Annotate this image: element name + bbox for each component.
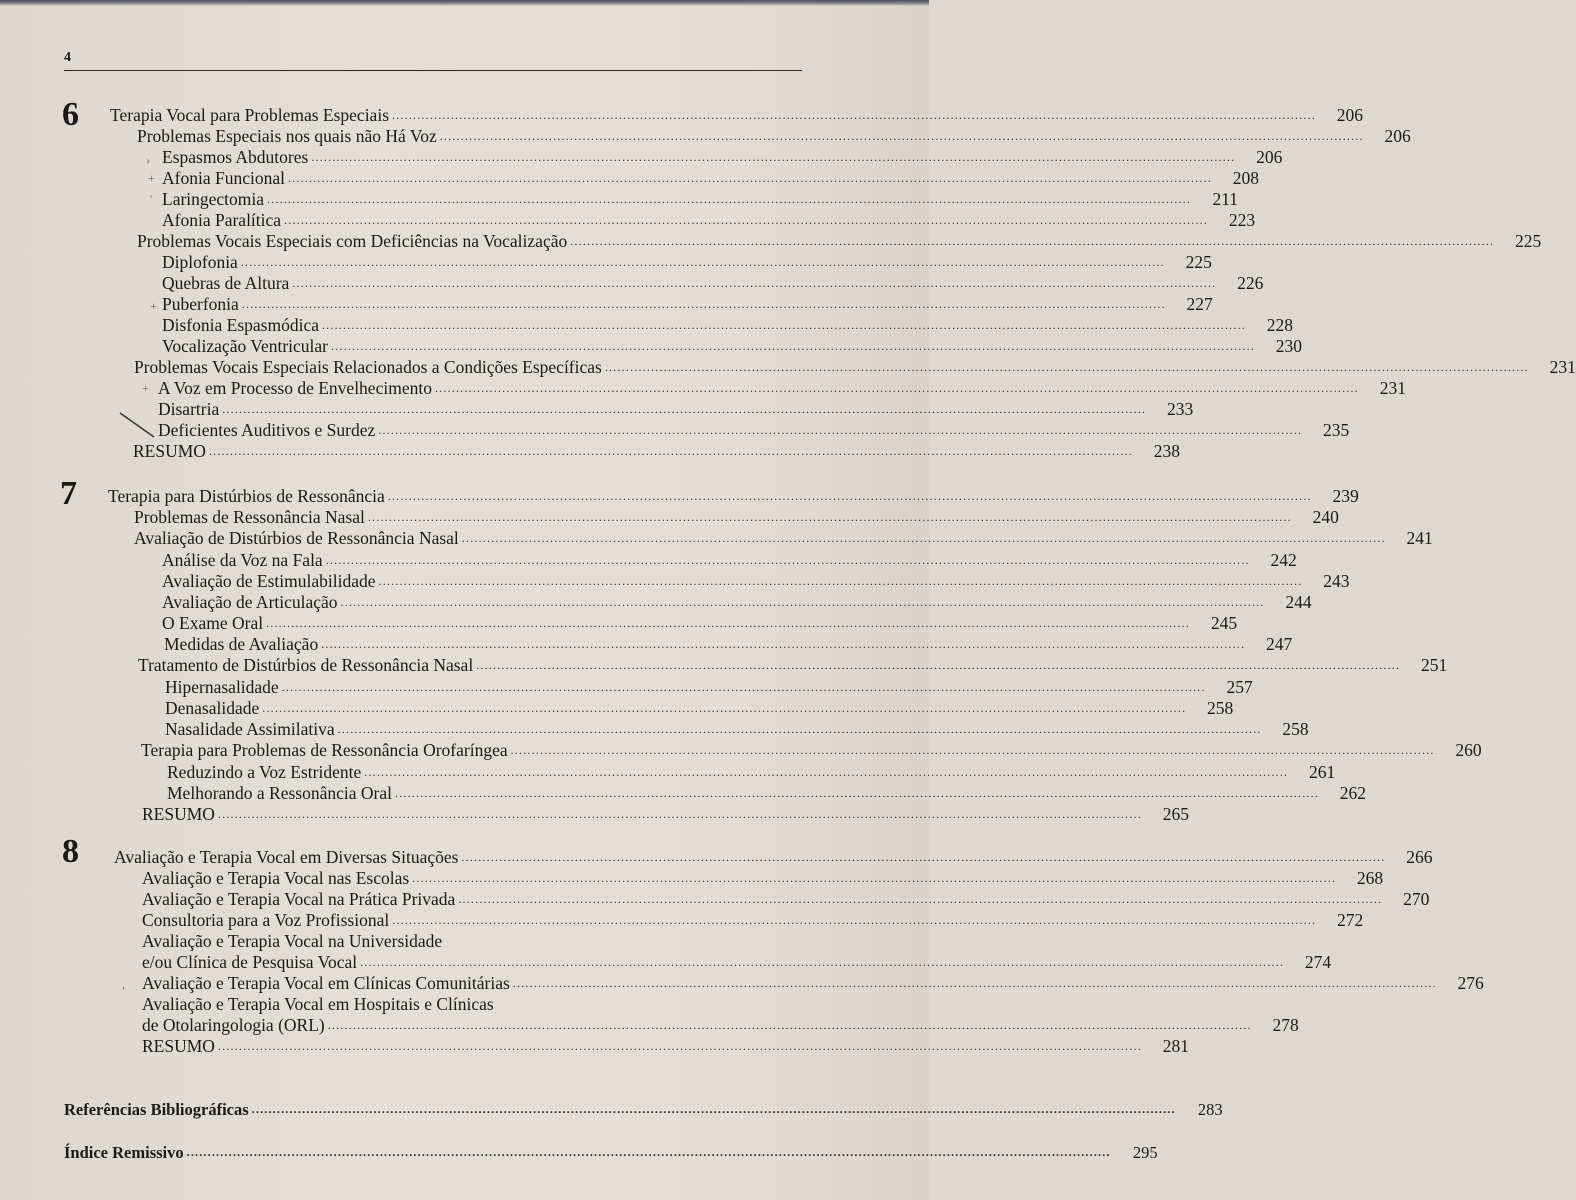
toc-entry-page: 226	[1237, 273, 1264, 293]
toc-entry	[114, 847, 1433, 868]
dot-leader: ............................................................................................................................................................................................................................	[321, 318, 1246, 332]
toc-entry-page: 261	[1309, 762, 1336, 782]
toc-entry-page: 281	[1162, 1036, 1189, 1056]
dot-leader: ............................................................................................................................................................................................................................	[510, 743, 1435, 757]
toc-entry-title: Problemas Vocais Especiais com Deficiências na Vocalização	[137, 231, 568, 251]
toc-entry	[142, 804, 1189, 825]
toc-entry	[162, 252, 1212, 273]
toc-entry-page: 206	[1256, 147, 1283, 167]
toc-entry-page: 231	[1379, 378, 1406, 398]
toc-entry-page: 270	[1403, 889, 1430, 909]
toc-entry-page: 243	[1323, 571, 1350, 591]
toc-entry-page: 228	[1266, 315, 1293, 335]
toc-entry	[138, 655, 1448, 676]
toc-entry-title: Melhorando a Ressonância Oral	[167, 783, 392, 803]
dot-leader: ............................................................................................................................................................................................................................	[337, 722, 1262, 736]
toc-entry-title: de Otolaringologia (ORL)	[142, 1015, 325, 1035]
toc-entry-title: Problemas Vocais Especiais Relacionados a Condições Específicas	[134, 357, 602, 377]
toc-entry-page: 251	[1420, 655, 1448, 675]
toc-entry-title: Tratamento de Distúrbios de Ressonância Nasal	[138, 655, 474, 675]
toc-entry-title: Terapia para Distúrbios de Ressonância	[108, 486, 385, 506]
dot-leader: ............................................................................................................................................................................................................................	[360, 955, 1285, 969]
toc-entry-page: 231	[1549, 357, 1576, 377]
toc-entry-title: Avaliação e Terapia Vocal nas Escolas	[142, 868, 410, 888]
dot-leader: ............................................................................................................................................................................................................................	[461, 850, 1386, 864]
toc-entry-title: Avaliação de Articulação	[162, 592, 338, 612]
toc-entry-page: 225	[1514, 231, 1542, 251]
pen-stroke	[118, 410, 158, 440]
dot-leader: ............................................................................................................................................................................................................................	[251, 1102, 1176, 1116]
toc-entry-page: 233	[1166, 399, 1194, 419]
toc-entry	[134, 357, 1576, 378]
toc-entry-title: RESUMO	[133, 441, 206, 461]
toc-entry-title: Problemas Especiais nos quais não Há Voz	[137, 126, 437, 146]
toc-entry	[142, 952, 1332, 973]
pen-mark: +	[142, 381, 149, 395]
dot-leader: ............................................................................................................................................................................................................................	[458, 892, 1383, 906]
toc-entry-title: Avaliação e Terapia Vocal na Universidade	[142, 931, 443, 951]
dot-leader: ............................................................................................................................................................................................................................	[395, 786, 1319, 800]
dot-leader: ............................................................................................................................................................................................................................	[241, 297, 1166, 311]
dot-leader: ............................................................................................................................................................................................................................	[392, 108, 1317, 122]
dot-leader: ............................................................................................................................................................................................................................	[222, 402, 1147, 416]
toc-entry	[142, 1036, 1189, 1057]
toc-entry	[167, 783, 1366, 804]
toc-entry-page: 262	[1339, 783, 1366, 803]
chapter-number: 8	[62, 833, 79, 870]
dot-leader: ............................................................................................................................................................................................................................	[512, 976, 1437, 990]
toc-entry-page: 223	[1228, 210, 1256, 230]
toc-entry	[162, 210, 1256, 231]
dot-leader: ............................................................................................................................................................................................................................	[287, 171, 1212, 185]
toc-entry-page: 283	[1197, 1100, 1223, 1119]
dot-leader: ............................................................................................................................................................................................................................	[281, 680, 1206, 694]
toc-entry	[162, 550, 1297, 571]
toc-entry-page: 276	[1457, 973, 1484, 993]
toc-entry-title: Análise da Voz na Fala	[162, 550, 323, 570]
toc-entry	[165, 719, 1309, 740]
toc-entry-title: Avaliação de Distúrbios de Ressonância Nasal	[134, 528, 459, 548]
toc-entry-page: 272	[1337, 910, 1364, 930]
toc-entry	[162, 571, 1350, 592]
toc-entry-page: 274	[1304, 952, 1332, 972]
dot-leader: ............................................................................................................................................................................................................................	[327, 1018, 1252, 1032]
pen-mark: '	[150, 192, 153, 206]
toc-entry	[137, 126, 1411, 147]
toc-entry-title: Terapia Vocal para Problemas Especiais	[110, 105, 390, 125]
header-rule	[64, 70, 802, 71]
toc-entry-index	[64, 1142, 1158, 1163]
dot-leader: ............................................................................................................................................................................................................................	[186, 1145, 1111, 1159]
toc-entry-page: 257	[1226, 677, 1253, 697]
toc-entry-title: Medidas de Avaliação	[164, 634, 319, 654]
toc-entry-title: e/ou Clínica de Pesquisa Vocal	[142, 952, 358, 972]
toc-entry-title: O Exame Oral	[162, 613, 264, 633]
toc-entry-page: 242	[1270, 550, 1297, 570]
toc-entry-page: 247	[1265, 634, 1293, 654]
toc-entry-page: 211	[1212, 189, 1239, 209]
toc-entry-title: Espasmos Abdutores	[162, 147, 309, 167]
toc-entry	[162, 336, 1303, 357]
dot-leader: ............................................................................................................................................................................................................................	[378, 423, 1303, 437]
toc-entry	[167, 762, 1336, 783]
toc-entry	[165, 698, 1234, 719]
toc-entry-title: Denasalidade	[165, 698, 260, 718]
pen-mark: ›	[146, 153, 150, 167]
dot-leader: ............................................................................................................................................................................................................................	[217, 807, 1142, 821]
toc-entry	[141, 740, 1482, 761]
toc-entry-title: Avaliação e Terapia Vocal em Diversas Situações	[114, 847, 459, 867]
dot-leader: ............................................................................................................................................................................................................................	[476, 658, 1401, 672]
dot-leader: ............................................................................................................................................................................................................................	[367, 510, 1292, 524]
toc-entry-title: Problemas de Ressonância Nasal	[134, 507, 365, 527]
toc-entry-page: 230	[1275, 336, 1303, 356]
dot-leader: ............................................................................................................................................................................................................................	[325, 553, 1250, 567]
toc-entry	[162, 168, 1259, 189]
toc-entry-references	[64, 1099, 1223, 1120]
toc-entry-page: 240	[1312, 507, 1339, 527]
dot-leader: ............................................................................................................................................................................................................................	[311, 150, 1236, 164]
toc-entry	[162, 592, 1312, 613]
toc-entry-title: Afonia Paralítica	[162, 210, 282, 230]
toc-entry	[142, 1015, 1299, 1036]
toc-entry-page: 295	[1132, 1143, 1158, 1162]
chapter-number: 6	[62, 96, 79, 133]
toc-entry-page: 265	[1162, 804, 1189, 824]
dot-leader: ............................................................................................................................................................................................................................	[266, 616, 1191, 630]
dot-leader: ............................................................................................................................................................................................................................	[217, 1039, 1142, 1053]
toc-entry-title: Vocalização Ventricular	[162, 336, 329, 356]
toc-entry	[162, 613, 1238, 634]
toc-entry	[162, 315, 1293, 336]
toc-entry	[162, 273, 1264, 294]
dot-leader: ............................................................................................................................................................................................................................	[240, 255, 1165, 269]
pen-mark: +	[148, 171, 155, 185]
dot-leader: ............................................................................................................................................................................................................................	[262, 701, 1187, 715]
toc-entry	[110, 105, 1364, 126]
dot-leader: ............................................................................................................................................................................................................................	[439, 129, 1364, 143]
toc-entry-title: Consultoria para a Voz Profissional	[142, 910, 390, 930]
toc-entry-page: 208	[1232, 168, 1259, 188]
toc-entry-title: Laringectomia	[162, 189, 265, 209]
toc-entry-page: 266	[1406, 847, 1433, 867]
toc-entry-page: 206	[1336, 105, 1364, 125]
pen-mark: ,	[122, 977, 125, 991]
toc-entry	[142, 889, 1430, 910]
page-top-edge	[0, 0, 929, 6]
dot-leader: ............................................................................................................................................................................................................................	[267, 192, 1192, 206]
dot-leader: ............................................................................................................................................................................................................................	[208, 444, 1133, 458]
dot-leader: ............................................................................................................................................................................................................................	[364, 765, 1289, 779]
toc-entry-page: 258	[1207, 698, 1234, 718]
toc-entry	[133, 441, 1180, 462]
toc-entry-title: Puberfonia	[162, 294, 239, 314]
dot-leader: ............................................................................................................................................................................................................................	[340, 595, 1265, 609]
pen-mark: +	[150, 299, 157, 313]
toc-entry	[158, 399, 1194, 420]
toc-entry-title: Diplofonia	[162, 252, 238, 272]
toc-entry-page: 227	[1186, 294, 1213, 314]
toc-entry	[165, 677, 1253, 698]
toc-entry-page: 268	[1356, 868, 1384, 888]
chapter-number: 7	[60, 475, 77, 512]
toc-entry-title: A Voz em Processo de Envelhecimento	[158, 378, 432, 398]
dot-leader: ............................................................................................................................................................................................................................	[461, 531, 1386, 545]
toc-entry-title: Avaliação de Estimulabilidade	[162, 571, 376, 591]
toc-entry	[162, 189, 1239, 210]
toc-entry-title: Quebras de Altura	[162, 273, 290, 293]
toc-entry	[134, 528, 1433, 549]
page-number: 4	[64, 50, 71, 65]
toc-entry-title: RESUMO	[142, 804, 215, 824]
dot-leader: ............................................................................................................................................................................................................................	[321, 637, 1246, 651]
toc-entry-page: 239	[1332, 486, 1359, 506]
toc-entry-title: Reduzindo a Voz Estridente	[167, 762, 362, 782]
toc-entry-page: 260	[1455, 740, 1482, 760]
toc-entry	[137, 231, 1542, 252]
toc-entry	[158, 420, 1350, 441]
toc-entry-page: 238	[1153, 441, 1180, 461]
toc-entry-title: Afonia Funcional	[162, 168, 285, 188]
dot-leader: ............................................................................................................................................................................................................................	[292, 276, 1217, 290]
toc-entry-title: Disartria	[158, 399, 220, 419]
dot-leader: ............................................................................................................................................................................................................................	[570, 234, 1495, 248]
dot-leader: ............................................................................................................................................................................................................................	[331, 339, 1256, 353]
toc-entry-page: 245	[1210, 613, 1238, 633]
toc-entry	[142, 868, 1384, 889]
toc-entry	[134, 507, 1339, 528]
toc-entry-page: 235	[1323, 420, 1350, 440]
dot-leader: ............................................................................................................................................................................................................................	[434, 381, 1359, 395]
toc-entry-page: 206	[1384, 126, 1411, 146]
toc-entry-title: Disfonia Espasmódica	[162, 315, 319, 335]
dot-leader: ............................................................................................................................................................................................................................	[387, 489, 1312, 503]
toc-entry-title: RESUMO	[142, 1036, 215, 1056]
toc-entry-page: 244	[1285, 592, 1312, 612]
toc-entry	[142, 910, 1364, 931]
toc-entry-title: Nasalidade Assimilativa	[165, 719, 335, 739]
toc-entry-title: Avaliação e Terapia Vocal em Hospitais e Clínicas	[142, 994, 494, 1014]
toc-entry-title: Deficientes Auditivos e Surdez	[158, 420, 376, 440]
toc-entry	[142, 973, 1484, 994]
toc-entry-page: 225	[1185, 252, 1212, 272]
dot-leader: ............................................................................................................................................................................................................................	[392, 913, 1317, 927]
toc-entry-title: Referências Bibliográficas	[64, 1100, 249, 1119]
toc-entry-title: Terapia para Problemas de Ressonância Orofaríngea	[141, 740, 508, 760]
toc-entry-page: 278	[1272, 1015, 1299, 1035]
toc-entry-page: 241	[1406, 528, 1433, 548]
dot-leader: ............................................................................................................................................................................................................................	[378, 574, 1303, 588]
dot-leader: ............................................................................................................................................................................................................................	[412, 871, 1337, 885]
toc-entry-title: Avaliação e Terapia Vocal na Prática Privada	[142, 889, 456, 909]
toc-entry	[158, 378, 1406, 399]
toc-entry-page: 258	[1282, 719, 1309, 739]
toc-entry	[162, 147, 1283, 168]
toc-entry-title: Avaliação e Terapia Vocal em Clínicas Comunitárias	[142, 973, 510, 993]
toc-entry-title: Índice Remissivo	[64, 1143, 184, 1162]
toc-entry-title: Hipernasalidade	[165, 677, 279, 697]
dot-leader: ............................................................................................................................................................................................................................	[604, 360, 1529, 374]
toc-entry	[164, 634, 1293, 655]
dot-leader: ............................................................................................................................................................................................................................	[284, 213, 1209, 227]
toc-entry	[108, 486, 1359, 507]
toc-entry	[162, 294, 1213, 315]
